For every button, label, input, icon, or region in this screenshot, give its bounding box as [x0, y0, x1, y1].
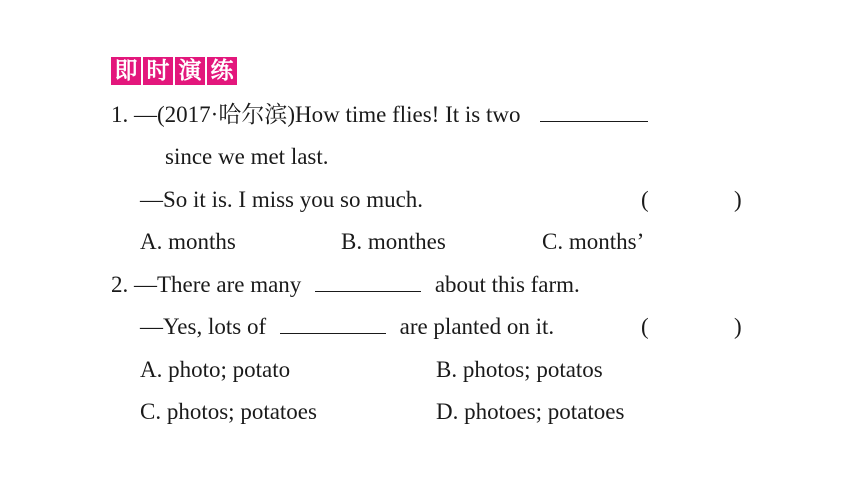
question-2-option-d[interactable]: D. photoes; potatoes — [436, 399, 625, 424]
question-1-line-2: since we met last. — [165, 144, 329, 169]
question-2-stem-after: about this farm. — [434, 272, 580, 297]
question-2-option-c[interactable]: C. photos; potatoes — [140, 399, 317, 424]
question-2-paren-close: ) — [734, 314, 742, 339]
section-tag-char: 演 — [175, 57, 205, 85]
question-1-line-3: —So it is. I miss you so much. — [140, 187, 424, 212]
question-1-stem: —(2017·哈尔滨)How time flies! It is two — [134, 102, 521, 127]
question-1-blank[interactable] — [540, 101, 648, 122]
question-2-line-2-before: —Yes, lots of — [140, 314, 267, 339]
question-1-paren-open: ( — [641, 187, 649, 212]
question-2-option-a[interactable]: A. photo; potato — [140, 357, 291, 382]
question-2-line-2 — [140, 312, 554, 342]
question-2-line-2-after: are planted on it. — [399, 314, 555, 339]
question-2-blank-1[interactable] — [315, 271, 421, 292]
question-2-blank-2[interactable] — [280, 313, 386, 334]
question-1-line-1 — [111, 100, 648, 130]
question-1-paren-close: ) — [734, 187, 742, 212]
question-2-line-1 — [111, 270, 580, 300]
question-2-number: 2. — [111, 272, 129, 297]
section-tag-char: 时 — [143, 57, 173, 85]
question-1-option-c[interactable]: C. months’ — [542, 229, 645, 254]
question-1-number: 1. — [111, 102, 129, 127]
question-2-option-b[interactable]: B. photos; potatos — [436, 357, 603, 382]
question-2-paren-open: ( — [641, 314, 649, 339]
section-tag — [111, 57, 237, 85]
question-1-option-b[interactable]: B. monthes — [341, 229, 446, 254]
section-tag-char: 练 — [207, 57, 237, 85]
section-tag-char: 即 — [111, 57, 141, 85]
question-2-stem-before: —There are many — [134, 272, 302, 297]
question-1-option-a[interactable]: A. months — [140, 229, 236, 254]
